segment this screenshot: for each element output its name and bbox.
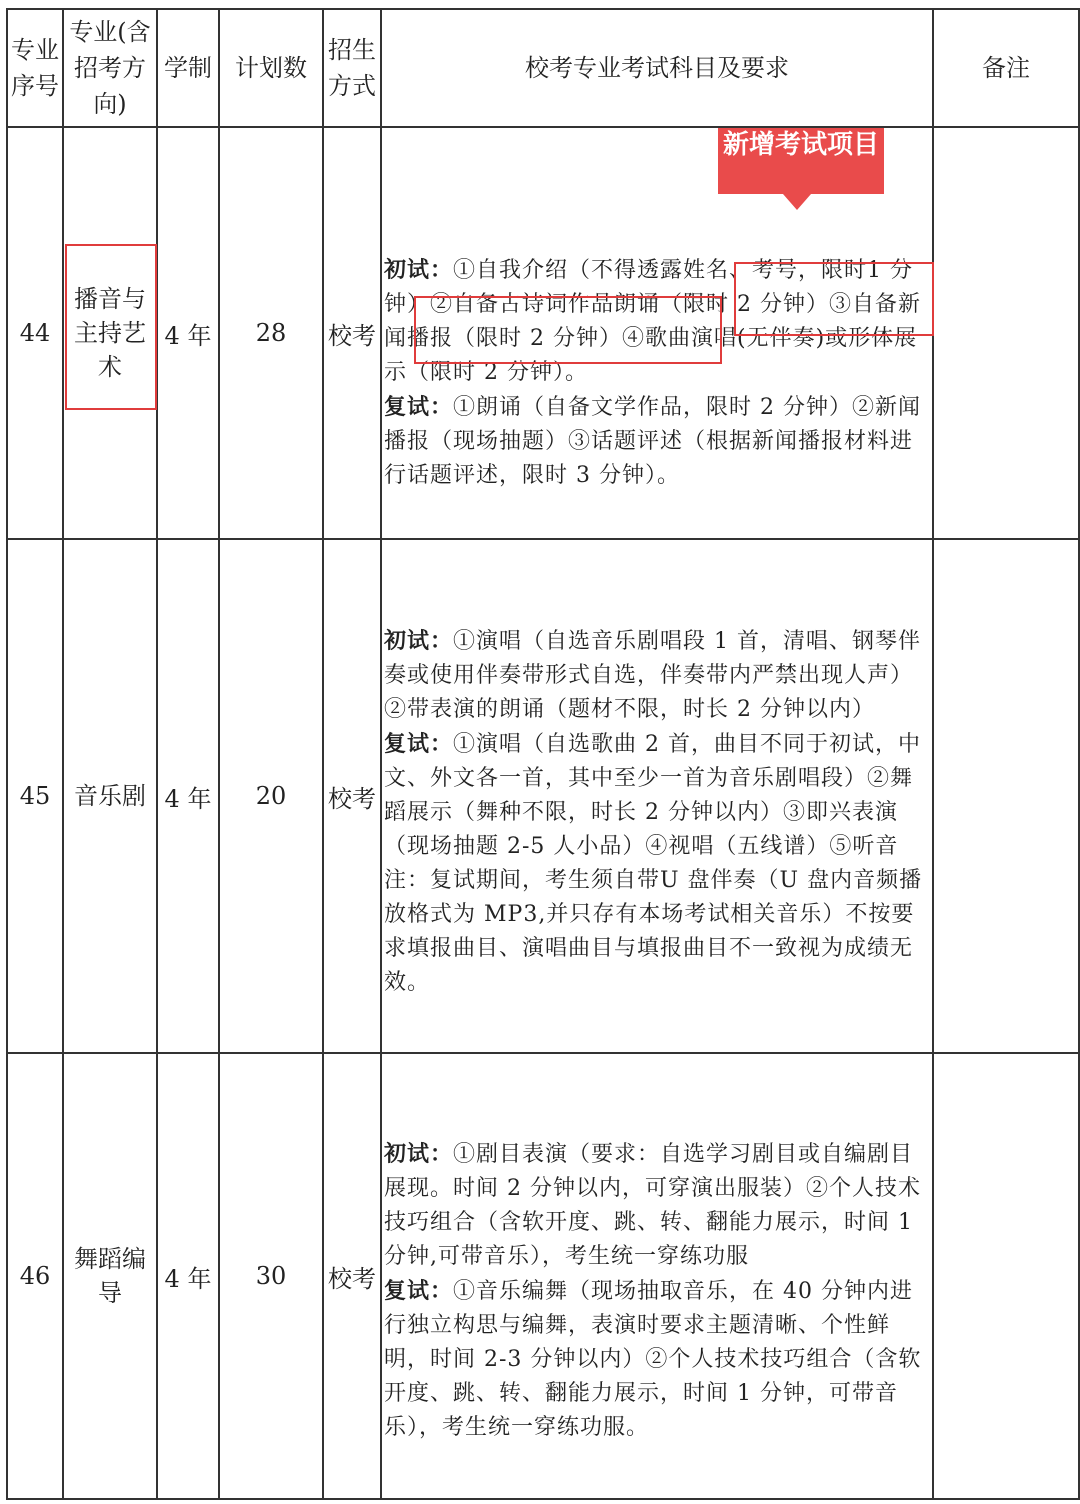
retest-label: 复试： <box>384 394 454 420</box>
duration-cell: 4 年 <box>157 1053 219 1499</box>
header-notes: 备注 <box>933 9 1079 127</box>
duration-cell: 4 年 <box>157 127 219 539</box>
notes-cell <box>933 1053 1079 1499</box>
header-duration: 学制 <box>157 9 219 127</box>
retest-exam <box>384 390 930 493</box>
retest-text: ①音乐编舞（现场抽取音乐，在 40 分钟内进行独立构思与编舞，表演时要求主题清晰、个性鲜明，时间 2-3 分钟以内）②个人技术技巧组合（含软开度、跳、转、翻能力展示，时间 1 分钟，可带音乐），考生统一穿练功服。 <box>384 1279 922 1440</box>
header-method: 招生方式 <box>323 9 381 127</box>
header-seq: 专业序号 <box>7 9 63 127</box>
notes-cell <box>933 539 1079 1053</box>
table-row <box>7 539 1079 1053</box>
major-cell: 舞蹈编导 <box>63 1053 157 1499</box>
retest-label: 复试： <box>384 731 454 757</box>
major-cell: 播音与主持艺术 <box>63 127 157 539</box>
header-requirements: 校考专业考试科目及要求 <box>381 9 933 127</box>
note-text: 复试期间，考生须自带U 盘伴奏（U 盘内音频播放格式为 MP3,并只存有本场考试相关音乐）不按要求填报曲目、演唱曲目与填报曲目不一致视为成绩无效。 <box>384 868 923 995</box>
plan-cell: 30 <box>219 1053 323 1499</box>
initial-text: ①自我介绍（不得透露姓名、考号，限时1 分钟）②自备古诗词作品朗诵（限时 2 分钟）③自备新闻播报（限时 2 分钟）④歌曲演唱(无伴奏)或形体展示（限时 2 分钟）。 <box>384 258 921 385</box>
retest-text: ①演唱（自选歌曲 2 首，曲目不同于初试，中文、外文各一首，其中至少一首为音乐剧唱段）②舞蹈展示（舞种不限，时长 2 分钟以内）③即兴表演（现场抽题 2-5 人小品）④视唱（五线谱）⑤听音 <box>384 732 922 859</box>
plan-cell: 20 <box>219 539 323 1053</box>
header-plan: 计划数 <box>219 9 323 127</box>
seq-cell: 46 <box>7 1053 63 1499</box>
retest-text: ①朗诵（自备文学作品，限时 2 分钟）②新闻播报（现场抽题）③话题评述（根据新闻播报材料进行话题评述，限时 3 分钟）。 <box>384 395 922 488</box>
requirements-cell <box>381 539 933 1053</box>
initial-text: ①剧目表演（要求：自选学习剧目或自编剧目展现。时间 2 分钟以内，可穿演出服装）②个人技术技巧组合（含软开度、跳、转、翻能力展示，时间 1 分钟,可带音乐），考生统一穿练功服 <box>384 1142 921 1269</box>
plan-cell: 28 <box>219 127 323 539</box>
header-row <box>7 9 1079 127</box>
initial-exam <box>384 253 930 390</box>
exam-note <box>384 864 930 1000</box>
initial-exam <box>384 1137 930 1274</box>
method-cell: 校考 <box>323 1053 381 1499</box>
retest-exam <box>384 1274 930 1445</box>
retest-label: 复试： <box>384 1278 454 1304</box>
initial-label: 初试： <box>384 1141 454 1167</box>
initial-text: ①演唱（自选音乐剧唱段 1 首，清唱、钢琴伴奏或使用伴奏带形式自选，伴奏带内严禁出现人声）②带表演的朗诵（题材不限，时长 2 分钟以内） <box>384 629 922 722</box>
admissions-table <box>6 8 1080 1500</box>
notes-cell <box>933 127 1079 539</box>
method-cell: 校考 <box>323 127 381 539</box>
callout-arrow-icon <box>783 194 811 210</box>
method-cell: 校考 <box>323 539 381 1053</box>
table-row <box>7 1053 1079 1499</box>
table-row <box>7 127 1079 539</box>
initial-label: 初试： <box>384 628 454 654</box>
seq-cell: 44 <box>7 127 63 539</box>
initial-exam <box>384 624 930 727</box>
duration-cell: 4 年 <box>157 539 219 1053</box>
retest-exam <box>384 727 930 864</box>
header-major: 专业(含招考方向) <box>63 9 157 127</box>
initial-label: 初试： <box>384 257 454 283</box>
requirements-cell <box>381 1053 933 1499</box>
seq-cell: 45 <box>7 539 63 1053</box>
major-cell: 音乐剧 <box>63 539 157 1053</box>
note-label: 注： <box>384 868 431 893</box>
new-exam-callout: 新增考试项目 <box>718 128 884 194</box>
